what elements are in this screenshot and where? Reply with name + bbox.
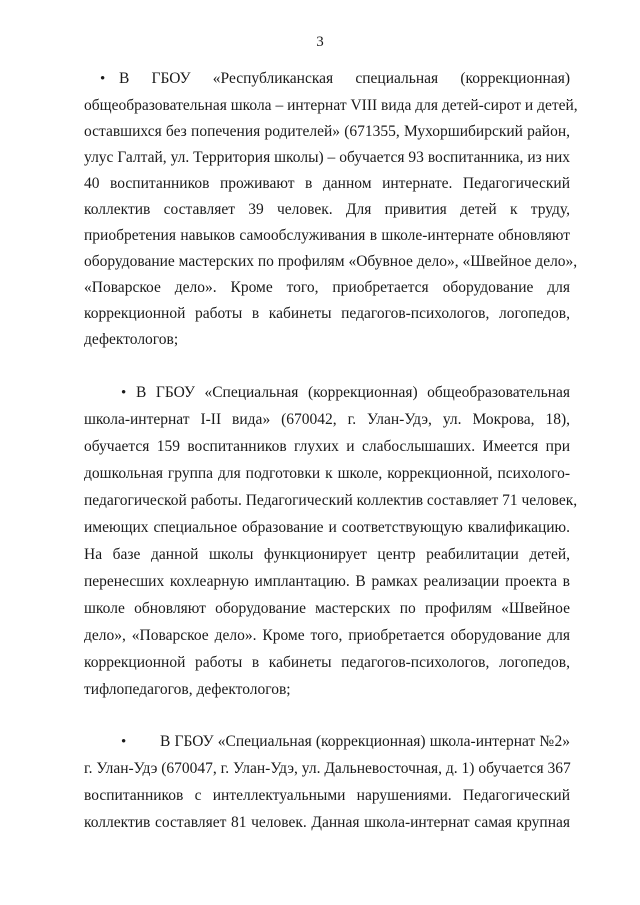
paragraph-2-line-6: имеющих специальное образование и соответствующую квалификацию. xyxy=(84,519,570,536)
paragraph-2-line-10: дело», «Поварское дело». Кроме того, приобретается оборудование для xyxy=(84,627,570,644)
paragraph-1-line-3: оставшихся без попечения родителей» (671355, Мухоршибирский район, xyxy=(84,123,570,140)
paragraph-1-line-5: 40 воспитанников проживают в данном интернате. Педагогический xyxy=(84,175,570,192)
paragraph-2-line-7: На базе данной школы функционирует центр реабилитации детей, xyxy=(84,546,570,563)
paragraph-1-line-9: «Поварское дело». Кроме того, приобретается оборудование для xyxy=(84,279,570,296)
bullet-icon: • xyxy=(121,734,127,750)
paragraph-1-line-11: дефектологов; xyxy=(84,331,179,348)
paragraph-1-line-2: общеобразовательная школа – интернат VIII вида для детей-сирот и детей, xyxy=(84,97,578,114)
paragraph-3-line-4: коллектив составляет 81 человек. Данная школа-интернат самая крупная xyxy=(84,814,570,831)
paragraph-2-line-11: коррекционной работы в кабинеты педагогов-психологов, логопедов, xyxy=(84,654,570,671)
paragraph-3-line-1: В ГБОУ «Специальная (коррекционная) школа-интернат №2» xyxy=(160,733,570,750)
bullet-icon: • xyxy=(121,385,127,401)
page-number: 3 xyxy=(316,34,324,50)
paragraph-2-line-12: тифлопедагогов, дефектологов; xyxy=(84,681,291,698)
paragraph-1-line-6: коллектив составляет 39 человек. Для привития детей к труду, xyxy=(84,201,570,218)
bullet-icon: • xyxy=(100,71,106,87)
paragraph-2-line-1: В ГБОУ «Специальная (коррекционная) общеобразовательная xyxy=(136,384,570,401)
paragraph-3-line-2: г. Улан-Удэ (670047, г. Улан-Удэ, ул. Дальневосточная, д. 1) обучается 367 xyxy=(84,760,571,777)
paragraph-2-line-9: школе обновляют оборудование мастерских по профилям «Швейное xyxy=(84,600,570,617)
paragraph-1-line-7: приобретения навыков самообслуживания в школе-интернате обновляют xyxy=(84,227,570,244)
paragraph-2-line-8: перенесших кохлеарную имплантацию. В рамках реализации проекта в xyxy=(84,573,570,590)
paragraph-1-line-10: коррекционной работы в кабинеты педагогов-психологов, логопедов, xyxy=(84,305,570,322)
paragraph-1-line-1: В ГБОУ «Республиканская специальная (коррекционная) xyxy=(119,70,570,87)
paragraph-3-line-3: воспитанников с интеллектуальными нарушениями. Педагогический xyxy=(84,787,570,804)
paragraph-1-line-8: оборудование мастерских по профилям «Обувное дело», «Швейное дело», xyxy=(84,253,578,270)
paragraph-2-line-4: дошкольная группа для подготовки к школе, коррекционной, психолого- xyxy=(84,465,570,482)
paragraph-2-line-2: школа-интернат I-II вида» (670042, г. Улан-Удэ, ул. Мокрова, 18), xyxy=(84,411,570,428)
paragraph-2-line-3: обучается 159 воспитанников глухих и слабослышаших. Имеется при xyxy=(84,438,570,455)
paragraph-2-line-5: педагогической работы. Педагогический коллектив составляет 71 человек, xyxy=(84,492,578,509)
paragraph-1-line-4: улус Галтай, ул. Территория школы) – обучается 93 воспитанника, из них xyxy=(84,149,570,166)
